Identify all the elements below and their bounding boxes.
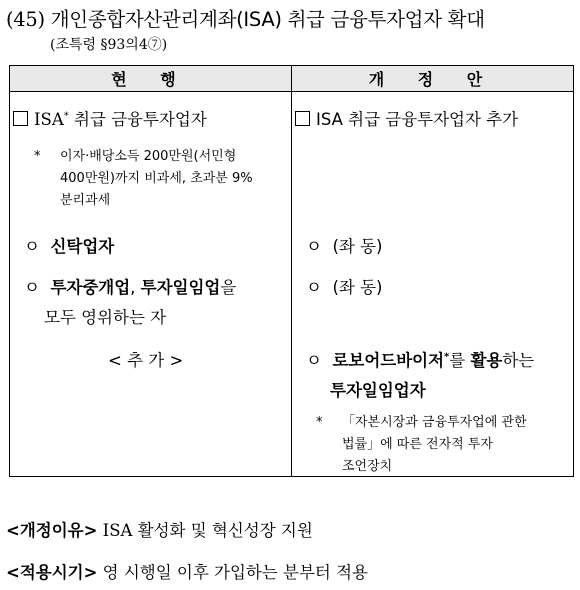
proposed-note-line-2: 법률」에 따른 전자적 투자: [342, 437, 493, 452]
bullet-icon: ㅇ: [24, 278, 40, 297]
current-column: [10, 92, 292, 477]
current-note-line-1: 이자·배당소득 200만원(서민형: [60, 149, 237, 164]
section-number: (45): [6, 8, 45, 31]
effective-date-text: 영 시행일 이후 가입하는 분부터 적용: [102, 563, 368, 582]
current-note-line-2: 400만원)까지 비과세, 초과분 9%: [60, 171, 253, 186]
column-header-current: 현 행: [10, 66, 292, 92]
amendment-reason-label: <개정이유>: [6, 521, 98, 540]
proposed-item-robo-advisor-line-2: 투자일임업자: [330, 381, 426, 400]
proposed-item-2: ㅇ (좌 동): [306, 278, 383, 297]
checkbox-square-icon: [295, 111, 310, 126]
bullet-icon: ㅇ: [306, 351, 322, 370]
proposed-item-1: ㅇ (좌 동): [306, 237, 383, 256]
current-note-marker: *: [34, 149, 41, 164]
current-item-trust: ㅇ 신탁업자: [24, 237, 115, 256]
bullet-icon: ㅇ: [306, 237, 322, 256]
bullet-icon: ㅇ: [306, 278, 322, 297]
legal-reference: (조특령 §93의4⑦): [50, 37, 168, 53]
current-item-brokerage-line-2: 모두 영위하는 자: [44, 308, 167, 327]
effective-date-label: <적용시기>: [6, 563, 98, 582]
proposed-note-line-1: 「자본시장과 금융투자업에 관한: [342, 415, 527, 430]
current-item-brokerage: ㅇ 투자중개업, 투자일임업을: [24, 278, 237, 297]
proposed-item-robo-advisor: ㅇ 로보어드바이저*를 활용하는: [306, 351, 535, 370]
section-title-text: 개인종합자산관리계좌(ISA) 취급 금융투자업자 확대: [50, 8, 485, 31]
amendment-reason-text: ISA 활성화 및 혁신성장 지원: [102, 521, 313, 540]
proposed-note-line-3: 조언장치: [342, 459, 393, 474]
proposed-column: [292, 92, 574, 477]
comparison-table: [9, 65, 574, 477]
current-add-placeholder: < 추 가 >: [108, 351, 184, 370]
current-header-line: ISA* 취급 금융투자업자: [13, 106, 207, 130]
effective-date: [6, 559, 368, 583]
proposed-note-marker: *: [316, 415, 323, 430]
checkbox-square-icon: [13, 111, 28, 126]
current-note-line-3: 분리과세: [60, 193, 111, 208]
proposed-header-line: ISA 취급 금융투자업자 추가: [295, 106, 518, 130]
amendment-reason: [6, 517, 313, 541]
bullet-icon: ㅇ: [24, 237, 40, 256]
column-header-proposed: 개 정 안: [292, 66, 574, 92]
section-title: [6, 4, 485, 32]
